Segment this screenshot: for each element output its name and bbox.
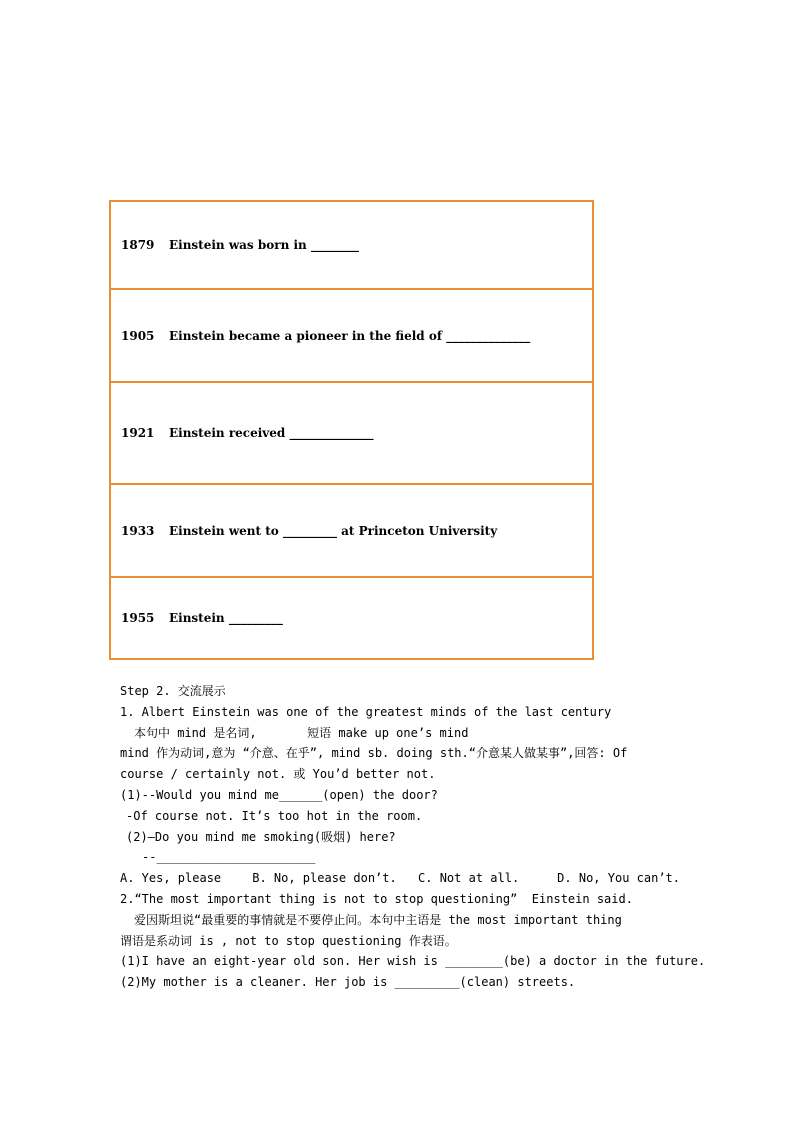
timeline-row xyxy=(111,485,592,578)
item1-note: course / certainly not. 或 You’d better not. xyxy=(120,767,436,782)
timeline-year: 1879 xyxy=(121,238,155,252)
timeline-year: 1955 xyxy=(121,611,155,625)
option-c: C. Not at all. xyxy=(418,871,520,886)
timeline-row xyxy=(111,383,592,485)
item1-question: (2)—Do you mind me smoking(吸烟) here? xyxy=(126,829,396,844)
timeline-event: Einstein _________ xyxy=(169,611,283,625)
exercise-section xyxy=(120,681,706,993)
timeline-year: 1905 xyxy=(121,328,155,343)
options-row xyxy=(120,868,680,889)
item1-note: 本句中 mind 是名词, 短语 make up one’s mind xyxy=(134,725,469,740)
item2-question: (1)I have an eight-year old son. Her wish is ________(be) a doctor in the future. xyxy=(120,954,706,969)
timeline-year: 1933 xyxy=(121,523,155,538)
option-d: D. No, You can’t. xyxy=(557,871,680,886)
timeline-event: Einstein was born in ________ xyxy=(169,238,359,252)
section-heading: Step 2. 交流展示 xyxy=(120,684,226,698)
timeline-row xyxy=(111,578,592,658)
item2-note: 爱因斯坦说“最重要的事情就是不要停止问。本句中主语是 the most important thing xyxy=(134,912,622,927)
item1-sentence: 1. Albert Einstein was one of the greatest minds of the last century xyxy=(120,704,612,719)
timeline-table xyxy=(109,200,594,660)
item2-sentence: 2.“The most important thing is not to stop questioning” Einstein said. xyxy=(120,891,633,906)
timeline-row xyxy=(111,290,592,383)
item1-answer: -Of course not. It’s too hot in the room. xyxy=(126,808,423,823)
timeline-event: Einstein received ______________ xyxy=(169,426,374,440)
item2-note: 谓语是系动词 is , not to stop questioning 作表语。 xyxy=(120,933,457,948)
item1-question: (1)--Would you mind me______(open) the door? xyxy=(120,787,438,802)
timeline-event: Einstein became a pioneer in the field of ______________ xyxy=(169,328,531,343)
item2-question: (2)My mother is a cleaner. Her job is _________(clean) streets. xyxy=(120,975,576,990)
timeline-year: 1921 xyxy=(121,426,155,440)
timeline-event: Einstein went to _________ at Princeton University xyxy=(169,523,498,538)
timeline-row xyxy=(111,202,592,290)
item1-note: mind 作为动词,意为 “介意、在乎”, mind sb. doing sth.“介意某人做某事”,回答: Of xyxy=(120,746,628,761)
item1-answer-blank: --______________________ xyxy=(142,850,316,865)
option-a: A. Yes, please xyxy=(120,871,222,886)
option-b: B. No, please don’t. xyxy=(252,871,397,886)
